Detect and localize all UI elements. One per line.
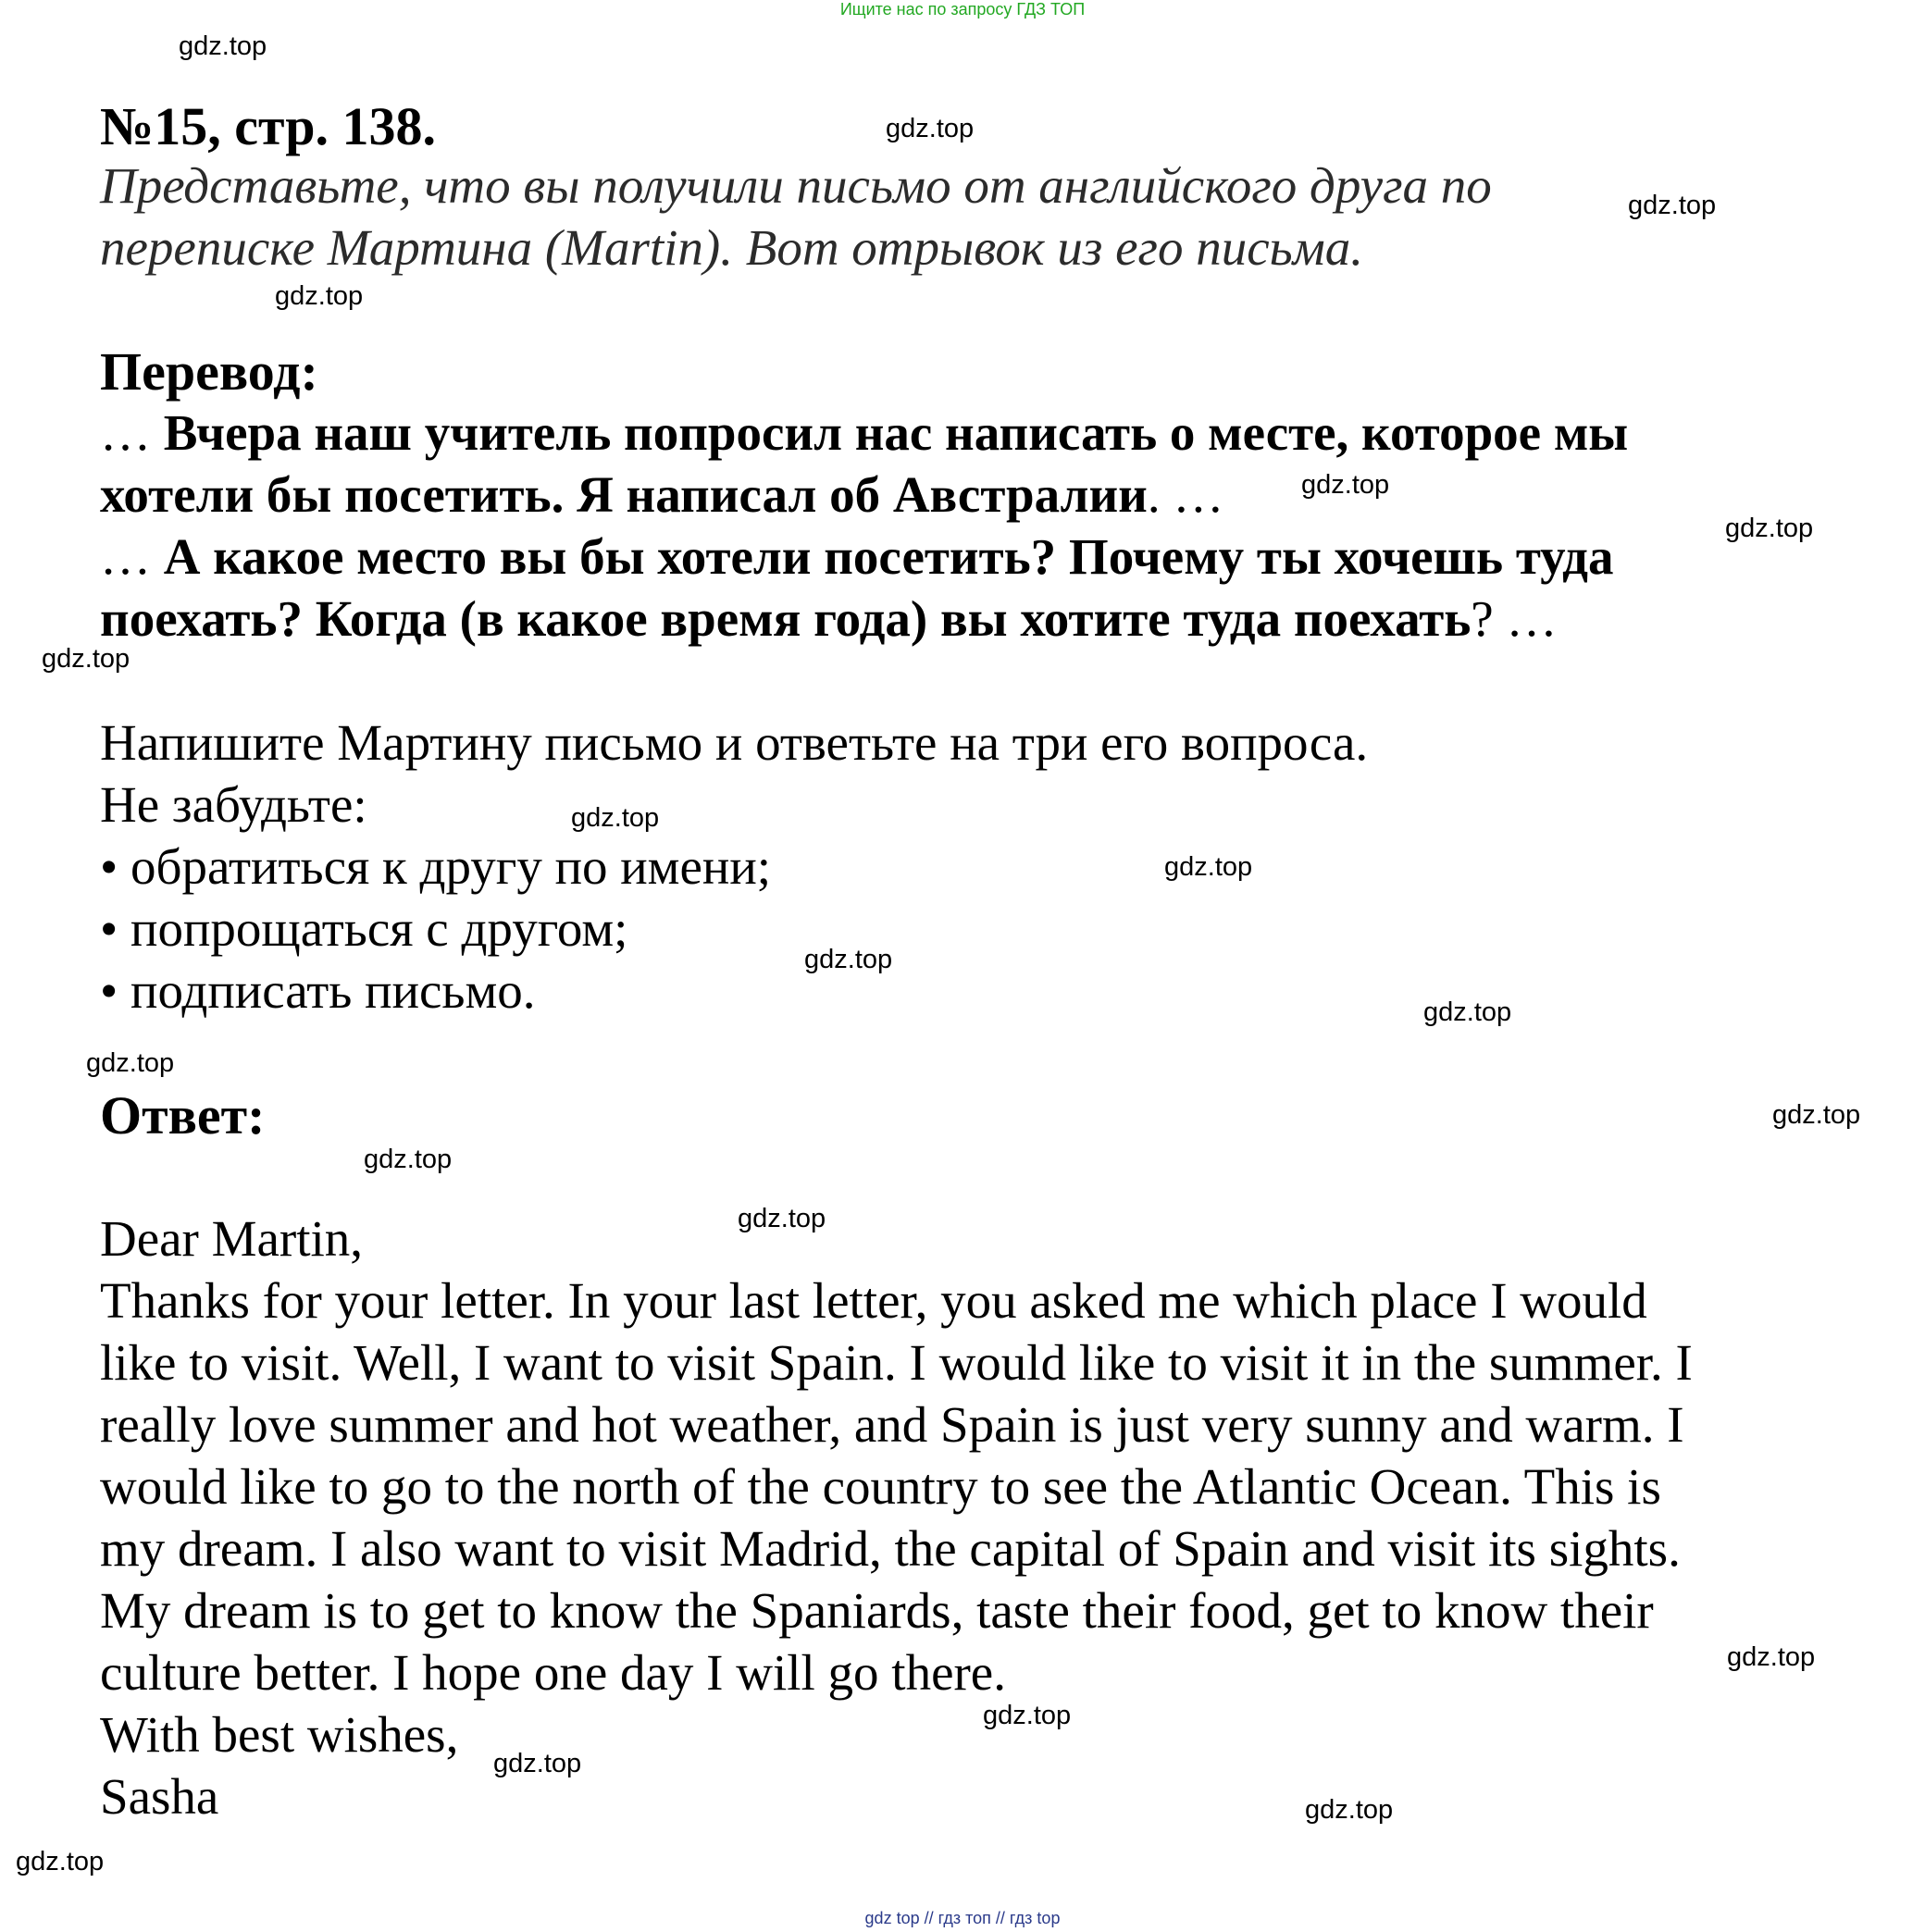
letter-signature: Sasha — [100, 1768, 219, 1825]
watermark: gdz.top — [1772, 1100, 1861, 1130]
watermark: gdz.top — [1305, 1795, 1394, 1825]
translation-text: поехать? Когда (в какое время года) вы хотите туда поехать — [100, 590, 1472, 647]
task-instruction-line-1: Представьте, что вы получили письмо от английского друга по — [100, 157, 1492, 214]
watermark: gdz.top — [16, 1847, 105, 1876]
translation-line-4 — [100, 590, 1558, 647]
letter-body-line: my dream. I also want to visit Madrid, the capital of Spain and visit its sights. — [100, 1520, 1681, 1577]
assignment-bullet: • подписать письмо. — [100, 962, 536, 1019]
watermark: gdz.top — [571, 803, 660, 833]
watermark: gdz.top — [1725, 514, 1814, 543]
letter-body-line: like to visit. Well, I want to visit Spain. I would like to visit it in the summer. I — [100, 1334, 1693, 1391]
watermark: gdz.top — [364, 1145, 453, 1174]
watermark: gdz.top — [886, 114, 975, 143]
letter-closing: With best wishes, — [100, 1706, 459, 1763]
assignment-line-1: Напишите Мартину письмо и ответьте на три его вопроса. — [100, 714, 1369, 771]
translation-heading: Перевод: — [100, 341, 318, 402]
ellipsis-prefix: … — [100, 404, 164, 461]
assignment-line-2: Не забудьте: — [100, 776, 367, 833]
translation-line-3 — [100, 528, 1614, 585]
letter-body-line: would like to go to the north of the country to see the Atlantic Ocean. This is — [100, 1458, 1661, 1515]
watermark: gdz.top — [86, 1048, 175, 1078]
letter-body-line: Thanks for your letter. In your last letter, you asked me which place I would — [100, 1272, 1647, 1329]
letter-body-line: culture better. I hope one day I will go there. — [100, 1644, 1006, 1701]
ellipsis-prefix: … — [100, 528, 164, 585]
watermark: gdz.top — [42, 644, 130, 674]
ellipsis-suffix: . … — [1147, 466, 1224, 523]
watermark: gdz.top — [1164, 852, 1253, 882]
ellipsis-suffix: ? … — [1471, 590, 1558, 647]
answer-heading: Ответ: — [100, 1085, 266, 1146]
watermark: gdz.top — [275, 281, 364, 311]
watermark: gdz.top — [1628, 191, 1717, 220]
letter-body-line: really love summer and hot weather, and Spain is just very sunny and warm. I — [100, 1396, 1684, 1453]
assignment-bullet: • попрощаться с другом; — [100, 900, 628, 957]
watermark: gdz.top — [1301, 470, 1390, 500]
bottom-banner[interactable]: gdz top // гдз топ // гдз top — [864, 1909, 1061, 1927]
translation-line-2 — [100, 466, 1224, 523]
letter-greeting: Dear Martin, — [100, 1210, 364, 1267]
watermark: gdz.top — [493, 1749, 582, 1778]
translation-text: хотели бы посетить. Я написал об Австралии — [100, 466, 1148, 523]
watermark: gdz.top — [738, 1204, 826, 1233]
translation-line-1 — [100, 404, 1629, 461]
watermark: gdz.top — [1727, 1642, 1816, 1672]
translation-text: Вчера наш учитель попросил нас написать о месте, которое мы — [163, 404, 1629, 461]
watermark: gdz.top — [804, 945, 893, 974]
translation-text: А какое место вы бы хотели посетить? Почему ты хочешь туда — [163, 528, 1614, 585]
letter-body-line: My dream is to get to know the Spaniards, taste their food, get to know their — [100, 1582, 1654, 1639]
watermark: gdz.top — [983, 1701, 1072, 1730]
watermark: gdz.top — [179, 31, 267, 61]
task-instruction-line-2: переписке Мартина (Martin). Вот отрывок из его письма. — [100, 219, 1364, 276]
watermark: gdz.top — [1423, 997, 1512, 1027]
task-title: №15, стр. 138. — [100, 96, 436, 156]
top-banner[interactable]: Ищите нас по запросу ГДЗ ТОП — [839, 0, 1086, 19]
assignment-bullet: • обратиться к другу по имени; — [100, 838, 772, 895]
